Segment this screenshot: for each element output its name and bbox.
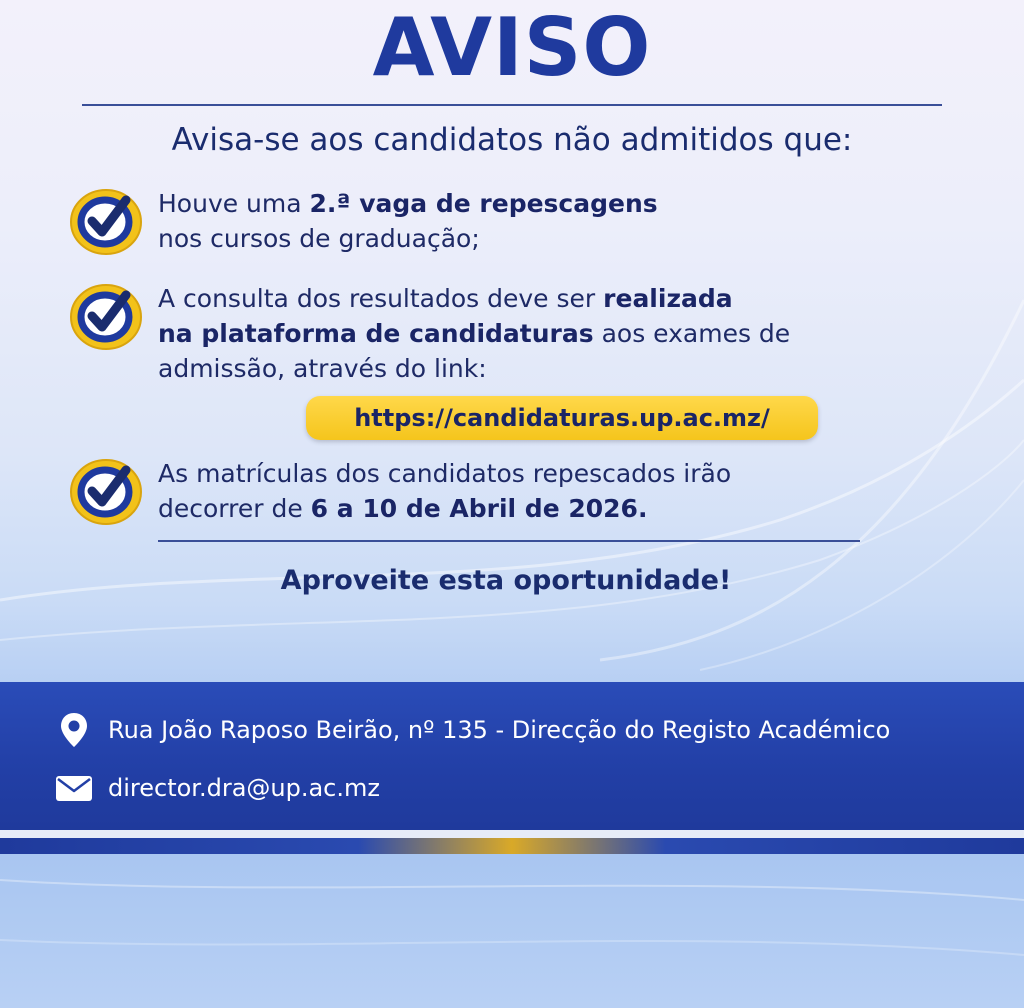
stripe-white — [0, 830, 1024, 838]
stripe-gold-blue — [0, 838, 1024, 854]
envelope-icon — [54, 768, 94, 808]
item-3-line1: As matrículas dos candidatos repescados irão — [158, 459, 732, 488]
candidaturas-link-button[interactable]: https://candidaturas.up.ac.mz/ — [306, 396, 818, 440]
item-2-line1-normal: A consulta dos resultados deve ser — [158, 284, 604, 313]
divider-middle — [158, 540, 860, 542]
call-to-action: Aproveite esta oportunidade! — [280, 565, 732, 596]
item-2-line2-normal: aos exames de — [593, 319, 791, 348]
item-2-text — [158, 281, 858, 386]
notice-subtitle: Avisa-se aos candidatos não admitidos que: — [171, 122, 853, 158]
item-2-line3: admissão, através do link: — [158, 354, 487, 383]
check-circle-icon — [68, 456, 144, 526]
item-3-line2-bold: 6 a 10 de Abril de 2026. — [310, 494, 648, 523]
item-1-text — [158, 186, 858, 256]
item-1-line1-bold: 2.ª vaga de repescagens — [309, 189, 658, 218]
divider-top — [82, 104, 942, 106]
check-circle-icon — [68, 281, 144, 351]
item-2-line2-bold: na plataforma de candidaturas — [158, 319, 594, 348]
item-1-line1-normal: Houve uma — [158, 189, 310, 218]
item-1-line2: nos cursos de graduação; — [158, 224, 480, 253]
check-circle-icon — [68, 186, 144, 256]
item-3-text — [158, 456, 858, 526]
item-3-line2-normal: decorrer de — [158, 494, 311, 523]
location-pin-icon — [54, 710, 94, 750]
address-text: Rua João Raposo Beirão, nº 135 - Direcção do Registo Académico — [108, 716, 891, 744]
notice-title: AVISO — [372, 1, 652, 94]
contact-footer — [0, 682, 1024, 830]
email-text[interactable]: director.dra@up.ac.mz — [108, 774, 380, 802]
item-2-line1-bold: realizada — [603, 284, 733, 313]
